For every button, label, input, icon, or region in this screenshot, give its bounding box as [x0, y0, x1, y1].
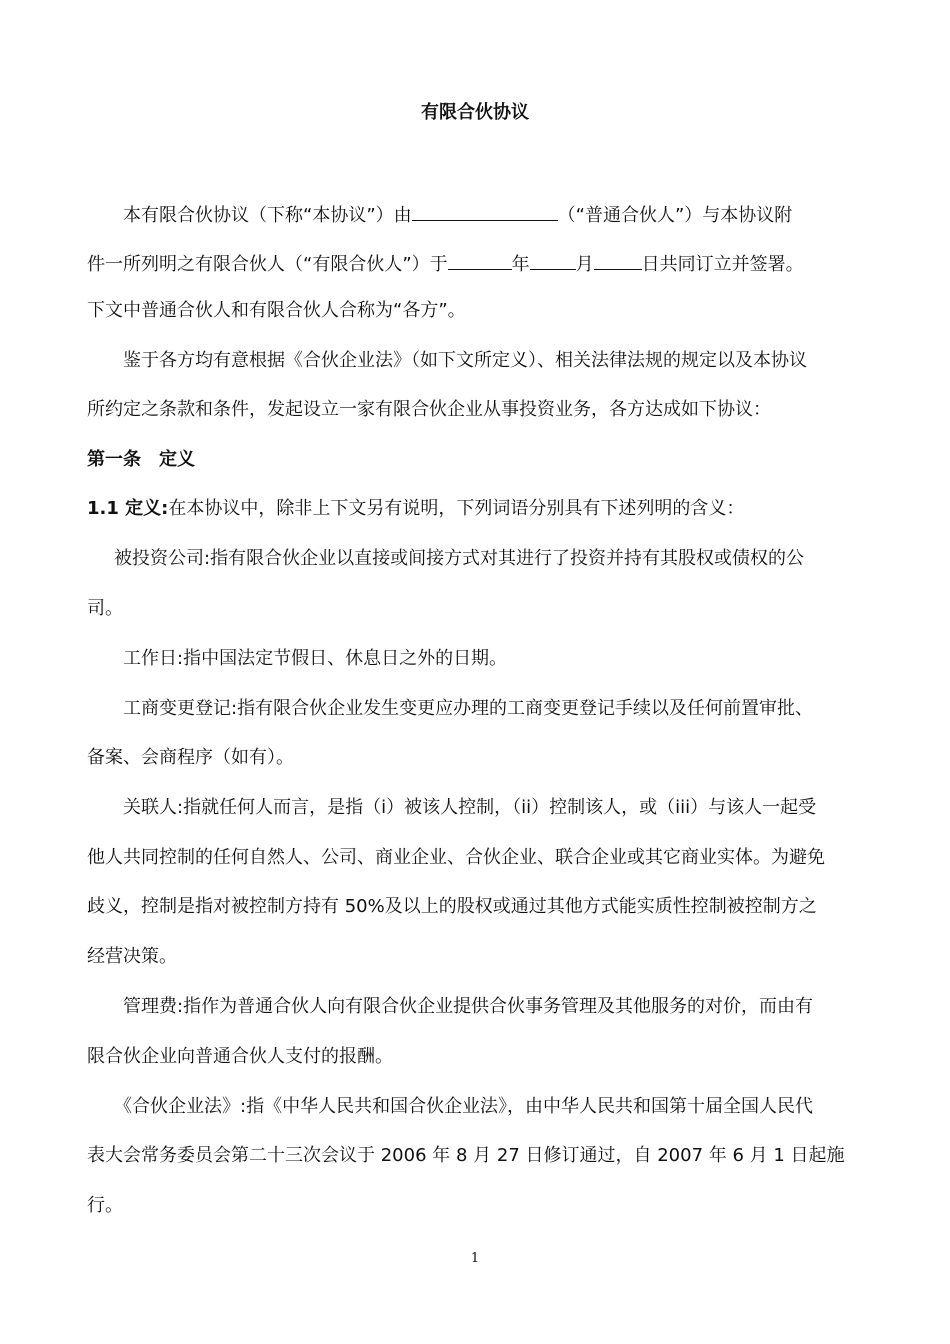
def-affiliate-line-1: 关联人:指就任何人而言，是指（i）被该人控制，（ii）控制该人，或（iii）与该人一起受	[123, 797, 817, 818]
def-law-line-1: 《合伙企业法》:指《中华人民共和国合伙企业法》，由中华人民共和国第十届全国人民代	[114, 1096, 814, 1117]
general-partner-blank	[412, 200, 558, 221]
def-fee-line-1: 管理费:指作为普通合伙人向有限合伙企业提供合伙事务管理及其他服务的对价，而由有	[123, 996, 814, 1017]
preamble-line-3: 下文中普通合伙人和有限合伙人合称为“各方”。	[87, 300, 466, 321]
section-1-1-label: 1.1 定义:	[87, 498, 169, 519]
day-blank	[594, 249, 642, 270]
recital-line-1: 鉴于各方均有意根据《合伙企业法》（如下文所定义）、相关法律法规的规定以及本协议	[123, 350, 807, 371]
month-label: 月	[575, 254, 594, 275]
def-affiliate-line-2: 他人共同控制的任何自然人、公司、商业企业、合伙企业、联合企业或其它商业实体。为避免	[87, 847, 825, 868]
def-fee-line-2: 限合伙企业向普通合伙人支付的报酬。	[87, 1046, 393, 1067]
def-investee-line-2: 司。	[87, 598, 123, 619]
recital-line-2: 所约定之条款和条件，发起设立一家有限合伙企业从事投资业务，各方达成如下协议：	[87, 399, 771, 420]
def-workday: 工作日:指中国法定节假日、休息日之外的日期。	[123, 648, 508, 669]
preamble-text-2a: 件一所列明之有限合伙人（“有限合伙人”）于	[87, 254, 448, 275]
def-affiliate-line-3: 歧义，控制是指对被控制方持有 50%及以上的股权或通过其他方式能实质性控制被控制方之	[87, 896, 817, 917]
document-title: 有限合伙协议	[421, 102, 529, 123]
def-affiliate-line-4: 经营决策。	[87, 946, 177, 967]
year-label: 年	[511, 254, 530, 275]
year-blank	[448, 249, 512, 270]
article-1-heading: 第一条 定义	[87, 449, 195, 470]
preamble-line-2	[87, 249, 804, 278]
page-number: 1	[470, 1251, 480, 1266]
def-investee-line-1: 被投资公司:指有限合伙企业以直接或间接方式对其进行了投资并持有其股权或债权的公	[114, 548, 805, 569]
preamble-text-1a: 本有限合伙协议（下称“本协议”）由	[123, 205, 412, 226]
preamble-line-1	[123, 200, 792, 229]
month-blank	[530, 249, 576, 270]
preamble-text-2b: 日共同订立并签署。	[641, 254, 804, 275]
section-1-1-text: 在本协议中，除非上下文另有说明，下列词语分别具有下述列明的含义：	[168, 498, 745, 519]
section-1-1	[87, 496, 744, 522]
def-law-line-2: 表大会常务委员会第二十三次会议于 2006 年 8 月 27 日修订通过，自 2007 年 6 月 1 日起施	[87, 1145, 845, 1166]
def-change-line-1: 工商变更登记:指有限合伙企业发生变更应办理的工商变更登记手续以及任何前置审批、	[123, 698, 814, 719]
preamble-text-1b: （“普通合伙人”）与本协议附	[557, 205, 793, 226]
def-law-line-3: 行。	[87, 1195, 123, 1216]
def-change-line-2: 备案、会商程序（如有）。	[87, 747, 294, 768]
